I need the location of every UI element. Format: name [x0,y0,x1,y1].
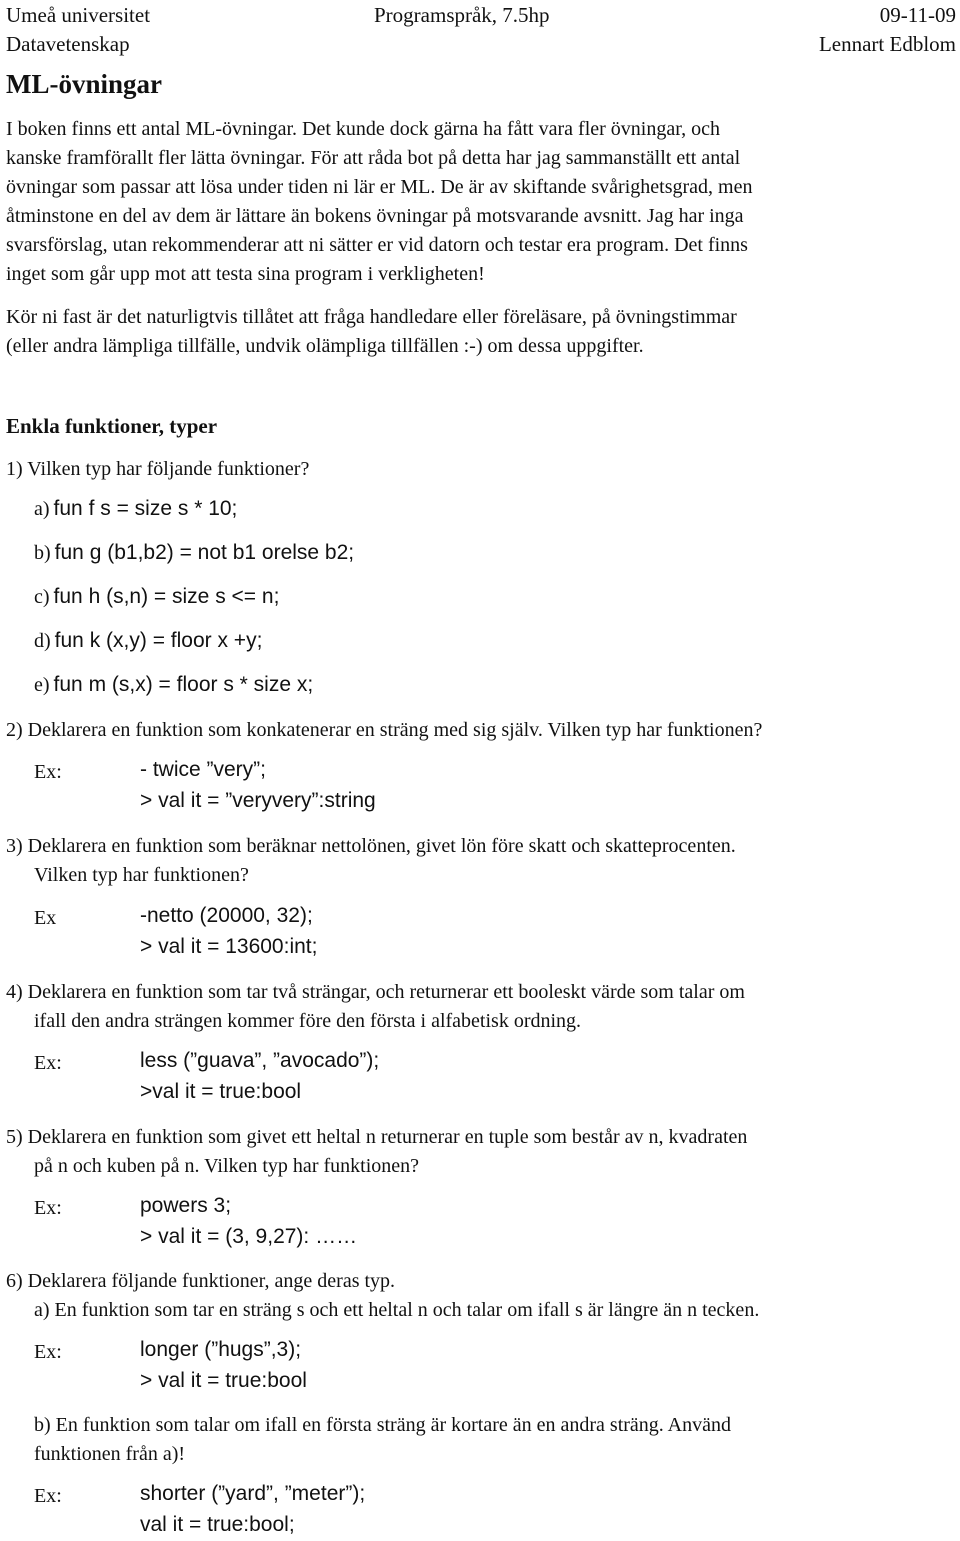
section-heading: Enkla funktioner, typer [6,414,218,438]
example-line: > val it = ”veryvery”:string [140,789,376,812]
item-code: fun k (x,y) = floor x +y; [54,629,263,652]
example-line: less (”guava”, ”avocado”); [140,1049,380,1072]
question-4-cont: ifall den andra strängen kommer före den första i alfabetisk ordning. [34,1010,582,1032]
example-line: shorter (”yard”, ”meter”); [140,1482,366,1505]
example-label: Ex: [34,1052,62,1074]
header-date: 09-11-09 [879,3,956,27]
example-line: longer (”hugs”,3); [140,1338,302,1361]
question-6: 6) Deklarera följande funktioner, ange deras typ. [6,1270,396,1292]
question-6b-cont: funktionen från a)! [34,1443,186,1465]
example-line: > val it = (3, 9,27): …… [140,1225,358,1248]
example-line: > val it = true:bool [140,1369,307,1392]
item-code: fun m (s,x) = floor s * size x; [53,673,314,696]
header-course: Programspråk, 7.5hp [374,3,550,27]
question-5: 5) Deklarera en funktion som givet ett heltal n returnerar en tuple som består av n, kvadraten [6,1126,748,1148]
question-3: 3) Deklarera en funktion som beräknar nettolönen, givet lön före skatt och skatteprocenten. [6,835,736,857]
item-letter: c) [34,586,50,608]
item-code: fun f s = size s * 10; [53,497,238,520]
item-code: fun h (s,n) = size s <= n; [53,585,280,608]
example-line: powers 3; [140,1194,232,1217]
question-5-cont: på n och kuben på n. Vilken typ har funktionen? [34,1155,419,1177]
question-4: 4) Deklarera en funktion som tar två strängar, och returnerar ett booleskt värde som talar om [6,981,745,1003]
example-line: -netto (20000, 32); [140,904,313,927]
item-a [34,497,237,521]
item-e [34,673,313,697]
intro-line: Kör ni fast är det naturligtvis tillåtet att fråga handledare eller föreläsare, på övningstimmar [6,306,737,328]
page-title: ML-övningar [6,69,163,99]
item-letter: e) [34,674,50,696]
example-label: Ex: [34,1485,62,1507]
item-letter: d) [34,630,51,652]
intro-line: åtminstone en del av dem är lättare än bokens övningar på motsvarande avsnitt. Jag har inga [6,205,744,227]
question-1: 1) Vilken typ har följande funktioner? [6,458,310,480]
header-department: Datavetenskap [6,32,130,56]
example-line: > val it = 13600:int; [140,935,318,958]
question-3-cont: Vilken typ har funktionen? [34,864,249,886]
intro-line: I boken finns ett antal ML-övningar. Det kunde dock gärna ha fått vara fler övningar, och [6,118,720,140]
item-d [34,629,262,653]
item-letter: b) [34,542,51,564]
header-university: Umeå universitet [6,3,151,27]
example-line: val it = true:bool; [140,1513,295,1536]
intro-line: övningar som passar att lösa under tiden ni lär er ML. De är av skiftande svårighetsgrad, men [6,176,753,198]
intro-line: inget som går upp mot att testa sina program i verkligheten! [6,263,485,285]
item-code: fun g (b1,b2) = not b1 orelse b2; [54,541,355,564]
intro-line: kanske framförallt fler lätta övningar. För att råda bot på detta har jag sammanställt ett antal [6,147,741,169]
example-label: Ex: [34,761,62,783]
header-author: Lennart Edblom [818,32,956,56]
example-label: Ex: [34,1341,62,1363]
item-b [34,541,354,565]
item-letter: a) [34,498,50,520]
example-line: - twice ”very”; [140,758,266,781]
example-label: Ex [34,907,57,929]
question-6a: a) En funktion som tar en sträng s och ett heltal n och talar om ifall s är längre än n tecken. [34,1299,760,1321]
question-2: 2) Deklarera en funktion som konkatenerar en sträng med sig själv. Vilken typ har funktionen? [6,719,763,741]
intro-line: (eller andra lämpliga tillfälle, undvik olämpliga tillfällen :-) om dessa uppgifter. [6,335,644,357]
example-label: Ex: [34,1197,62,1219]
item-c [34,585,279,609]
example-line: >val it = true:bool [140,1080,302,1103]
intro-line: svarsförslag, utan rekommenderar att ni sätter er vid datorn och testar era program. Det finns [6,234,748,256]
question-6b: b) En funktion som talar om ifall en första sträng är kortare än en andra sträng. Använd [34,1414,732,1436]
